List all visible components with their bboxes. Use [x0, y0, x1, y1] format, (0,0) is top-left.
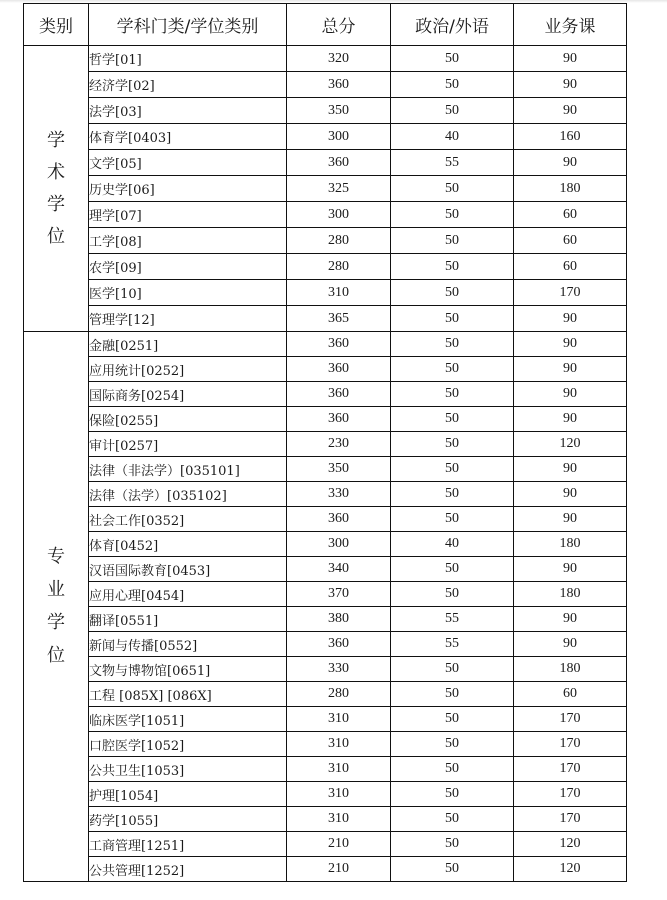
- politics-language-cell: 50: [391, 682, 514, 707]
- discipline-cell: 公共管理[1252]: [89, 857, 287, 882]
- total-cell: 210: [287, 832, 391, 857]
- header-total: 总分: [287, 4, 391, 46]
- discipline-cell: 汉语国际教育[0453]: [89, 557, 287, 582]
- politics-language-cell: 50: [391, 382, 514, 407]
- total-cell: 300: [287, 532, 391, 557]
- total-cell: 360: [287, 150, 391, 176]
- politics-language-cell: 40: [391, 532, 514, 557]
- category-char: 术: [47, 161, 65, 183]
- major-courses-cell: 90: [514, 98, 627, 124]
- discipline-cell: 临床医学[1051]: [89, 707, 287, 732]
- major-courses-cell: 120: [514, 832, 627, 857]
- discipline-cell: 翻译[0551]: [89, 607, 287, 632]
- major-courses-cell: 90: [514, 457, 627, 482]
- category-char: 学: [47, 129, 65, 151]
- politics-language-cell: 50: [391, 432, 514, 457]
- major-courses-cell: 90: [514, 382, 627, 407]
- total-cell: 380: [287, 607, 391, 632]
- politics-language-cell: 50: [391, 254, 514, 280]
- politics-language-cell: 50: [391, 407, 514, 432]
- header-discipline: 学科门类/学位类别: [89, 4, 287, 46]
- table-row: [24, 228, 627, 254]
- category-char: 学: [47, 193, 65, 215]
- major-courses-cell: 170: [514, 807, 627, 832]
- major-courses-cell: 60: [514, 682, 627, 707]
- politics-language-cell: 50: [391, 557, 514, 582]
- politics-language-cell: 55: [391, 632, 514, 657]
- total-cell: 360: [287, 507, 391, 532]
- politics-language-cell: 50: [391, 732, 514, 757]
- politics-language-cell: 50: [391, 507, 514, 532]
- total-cell: 280: [287, 682, 391, 707]
- discipline-cell: 公共卫生[1053]: [89, 757, 287, 782]
- major-courses-cell: 170: [514, 732, 627, 757]
- header-politics-language: 政治/外语: [391, 4, 514, 46]
- table-row: [24, 607, 627, 632]
- politics-language-cell: 50: [391, 176, 514, 202]
- discipline-cell: 社会工作[0352]: [89, 507, 287, 532]
- discipline-cell: 法学[03]: [89, 98, 287, 124]
- table-row: [24, 202, 627, 228]
- table-row: [24, 582, 627, 607]
- category-char: 位: [47, 225, 65, 247]
- table-row: [24, 557, 627, 582]
- discipline-cell: 文物与博物馆[0651]: [89, 657, 287, 682]
- total-cell: 310: [287, 732, 391, 757]
- total-cell: 350: [287, 457, 391, 482]
- politics-language-cell: 50: [391, 332, 514, 357]
- total-cell: 310: [287, 782, 391, 807]
- category-char: 业: [47, 579, 65, 600]
- politics-language-cell: 50: [391, 228, 514, 254]
- table-row: [24, 46, 627, 72]
- major-courses-cell: 90: [514, 507, 627, 532]
- politics-language-cell: 50: [391, 657, 514, 682]
- total-cell: 360: [287, 357, 391, 382]
- discipline-cell: 保险[0255]: [89, 407, 287, 432]
- discipline-cell: 新闻与传播[0552]: [89, 632, 287, 657]
- discipline-cell: 审计[0257]: [89, 432, 287, 457]
- discipline-cell: 口腔医学[1052]: [89, 732, 287, 757]
- total-cell: 360: [287, 632, 391, 657]
- politics-language-cell: 50: [391, 202, 514, 228]
- major-courses-cell: 90: [514, 150, 627, 176]
- total-cell: 330: [287, 657, 391, 682]
- politics-language-cell: 50: [391, 857, 514, 882]
- discipline-cell: 国际商务[0254]: [89, 382, 287, 407]
- major-courses-cell: 170: [514, 707, 627, 732]
- major-courses-cell: 90: [514, 482, 627, 507]
- major-courses-cell: 60: [514, 202, 627, 228]
- table-body: [24, 46, 627, 882]
- total-cell: 310: [287, 707, 391, 732]
- politics-language-cell: 50: [391, 357, 514, 382]
- major-courses-cell: 120: [514, 857, 627, 882]
- major-courses-cell: 180: [514, 657, 627, 682]
- discipline-cell: 药学[1055]: [89, 807, 287, 832]
- major-courses-cell: 170: [514, 280, 627, 306]
- discipline-cell: 工程 [085X] [086X]: [89, 682, 287, 707]
- table-row: [24, 432, 627, 457]
- politics-language-cell: 50: [391, 832, 514, 857]
- total-cell: 360: [287, 72, 391, 98]
- table-row: [24, 150, 627, 176]
- major-courses-cell: 90: [514, 632, 627, 657]
- major-courses-cell: 160: [514, 124, 627, 150]
- discipline-cell: 应用心理[0454]: [89, 582, 287, 607]
- discipline-cell: 工学[08]: [89, 228, 287, 254]
- total-cell: 340: [287, 557, 391, 582]
- table-row: [24, 98, 627, 124]
- politics-language-cell: 50: [391, 46, 514, 72]
- total-cell: 360: [287, 382, 391, 407]
- politics-language-cell: 50: [391, 72, 514, 98]
- table-header: [24, 4, 627, 46]
- table-row: [24, 176, 627, 202]
- major-courses-cell: 60: [514, 254, 627, 280]
- discipline-cell: 历史学[06]: [89, 176, 287, 202]
- discipline-cell: 金融[0251]: [89, 332, 287, 357]
- discipline-cell: 体育学[0403]: [89, 124, 287, 150]
- category-char: 学: [47, 612, 65, 633]
- politics-language-cell: 55: [391, 150, 514, 176]
- table-row: [24, 857, 627, 882]
- category-char: 位: [47, 645, 65, 666]
- table-row: [24, 832, 627, 857]
- discipline-cell: 应用统计[0252]: [89, 357, 287, 382]
- major-courses-cell: 90: [514, 332, 627, 357]
- table-row: [24, 532, 627, 557]
- total-cell: 280: [287, 254, 391, 280]
- total-cell: 330: [287, 482, 391, 507]
- politics-language-cell: 50: [391, 98, 514, 124]
- major-courses-cell: 120: [514, 432, 627, 457]
- total-cell: 230: [287, 432, 391, 457]
- total-cell: 210: [287, 857, 391, 882]
- major-courses-cell: 90: [514, 357, 627, 382]
- major-courses-cell: 90: [514, 306, 627, 332]
- major-courses-cell: 170: [514, 757, 627, 782]
- politics-language-cell: 50: [391, 757, 514, 782]
- major-courses-cell: 180: [514, 532, 627, 557]
- discipline-cell: 法律（法学）[035102]: [89, 482, 287, 507]
- table-row: [24, 782, 627, 807]
- major-courses-cell: 90: [514, 407, 627, 432]
- total-cell: 280: [287, 228, 391, 254]
- politics-language-cell: 50: [391, 306, 514, 332]
- category-char: 专: [47, 546, 65, 567]
- total-cell: 310: [287, 807, 391, 832]
- table-row: [24, 407, 627, 432]
- politics-language-cell: 50: [391, 782, 514, 807]
- major-courses-cell: 180: [514, 176, 627, 202]
- total-cell: 320: [287, 46, 391, 72]
- major-courses-cell: 90: [514, 46, 627, 72]
- discipline-cell: 经济学[02]: [89, 72, 287, 98]
- major-courses-cell: 60: [514, 228, 627, 254]
- total-cell: 360: [287, 407, 391, 432]
- discipline-cell: 农学[09]: [89, 254, 287, 280]
- politics-language-cell: 55: [391, 607, 514, 632]
- politics-language-cell: 40: [391, 124, 514, 150]
- table-row: [24, 682, 627, 707]
- table-row: [24, 280, 627, 306]
- table-row: [24, 482, 627, 507]
- discipline-cell: 管理学[12]: [89, 306, 287, 332]
- table-row: [24, 632, 627, 657]
- discipline-cell: 理学[07]: [89, 202, 287, 228]
- discipline-cell: 工商管理[1251]: [89, 832, 287, 857]
- table-row: [24, 254, 627, 280]
- discipline-cell: 文学[05]: [89, 150, 287, 176]
- table-row: [24, 457, 627, 482]
- table-row: [24, 757, 627, 782]
- table-row: [24, 72, 627, 98]
- discipline-cell: 医学[10]: [89, 280, 287, 306]
- politics-language-cell: 50: [391, 807, 514, 832]
- total-cell: 370: [287, 582, 391, 607]
- table-row: [24, 807, 627, 832]
- discipline-cell: 体育[0452]: [89, 532, 287, 557]
- politics-language-cell: 50: [391, 707, 514, 732]
- politics-language-cell: 50: [391, 482, 514, 507]
- politics-language-cell: 50: [391, 582, 514, 607]
- discipline-cell: 哲学[01]: [89, 46, 287, 72]
- total-cell: 300: [287, 202, 391, 228]
- discipline-cell: 法律（非法学）[035101]: [89, 457, 287, 482]
- category-cell-professional: [24, 332, 89, 882]
- table-row: [24, 357, 627, 382]
- category-cell-academic: [24, 46, 89, 332]
- table-row: [24, 332, 627, 357]
- total-cell: 365: [287, 306, 391, 332]
- major-courses-cell: 90: [514, 72, 627, 98]
- total-cell: 310: [287, 757, 391, 782]
- table-row: [24, 507, 627, 532]
- politics-language-cell: 50: [391, 280, 514, 306]
- table-row: [24, 657, 627, 682]
- major-courses-cell: 170: [514, 782, 627, 807]
- major-courses-cell: 180: [514, 582, 627, 607]
- major-courses-cell: 90: [514, 607, 627, 632]
- header-major-courses: 业务课: [514, 4, 627, 46]
- table-row: [24, 732, 627, 757]
- score-line-table: [23, 3, 627, 882]
- table-row: [24, 707, 627, 732]
- total-cell: 310: [287, 280, 391, 306]
- politics-language-cell: 50: [391, 457, 514, 482]
- total-cell: 350: [287, 98, 391, 124]
- table-row: [24, 124, 627, 150]
- table-row: [24, 382, 627, 407]
- table-row: [24, 306, 627, 332]
- discipline-cell: 护理[1054]: [89, 782, 287, 807]
- total-cell: 360: [287, 332, 391, 357]
- major-courses-cell: 90: [514, 557, 627, 582]
- header-category: 类别: [24, 4, 89, 46]
- total-cell: 300: [287, 124, 391, 150]
- total-cell: 325: [287, 176, 391, 202]
- header-row: [24, 4, 627, 46]
